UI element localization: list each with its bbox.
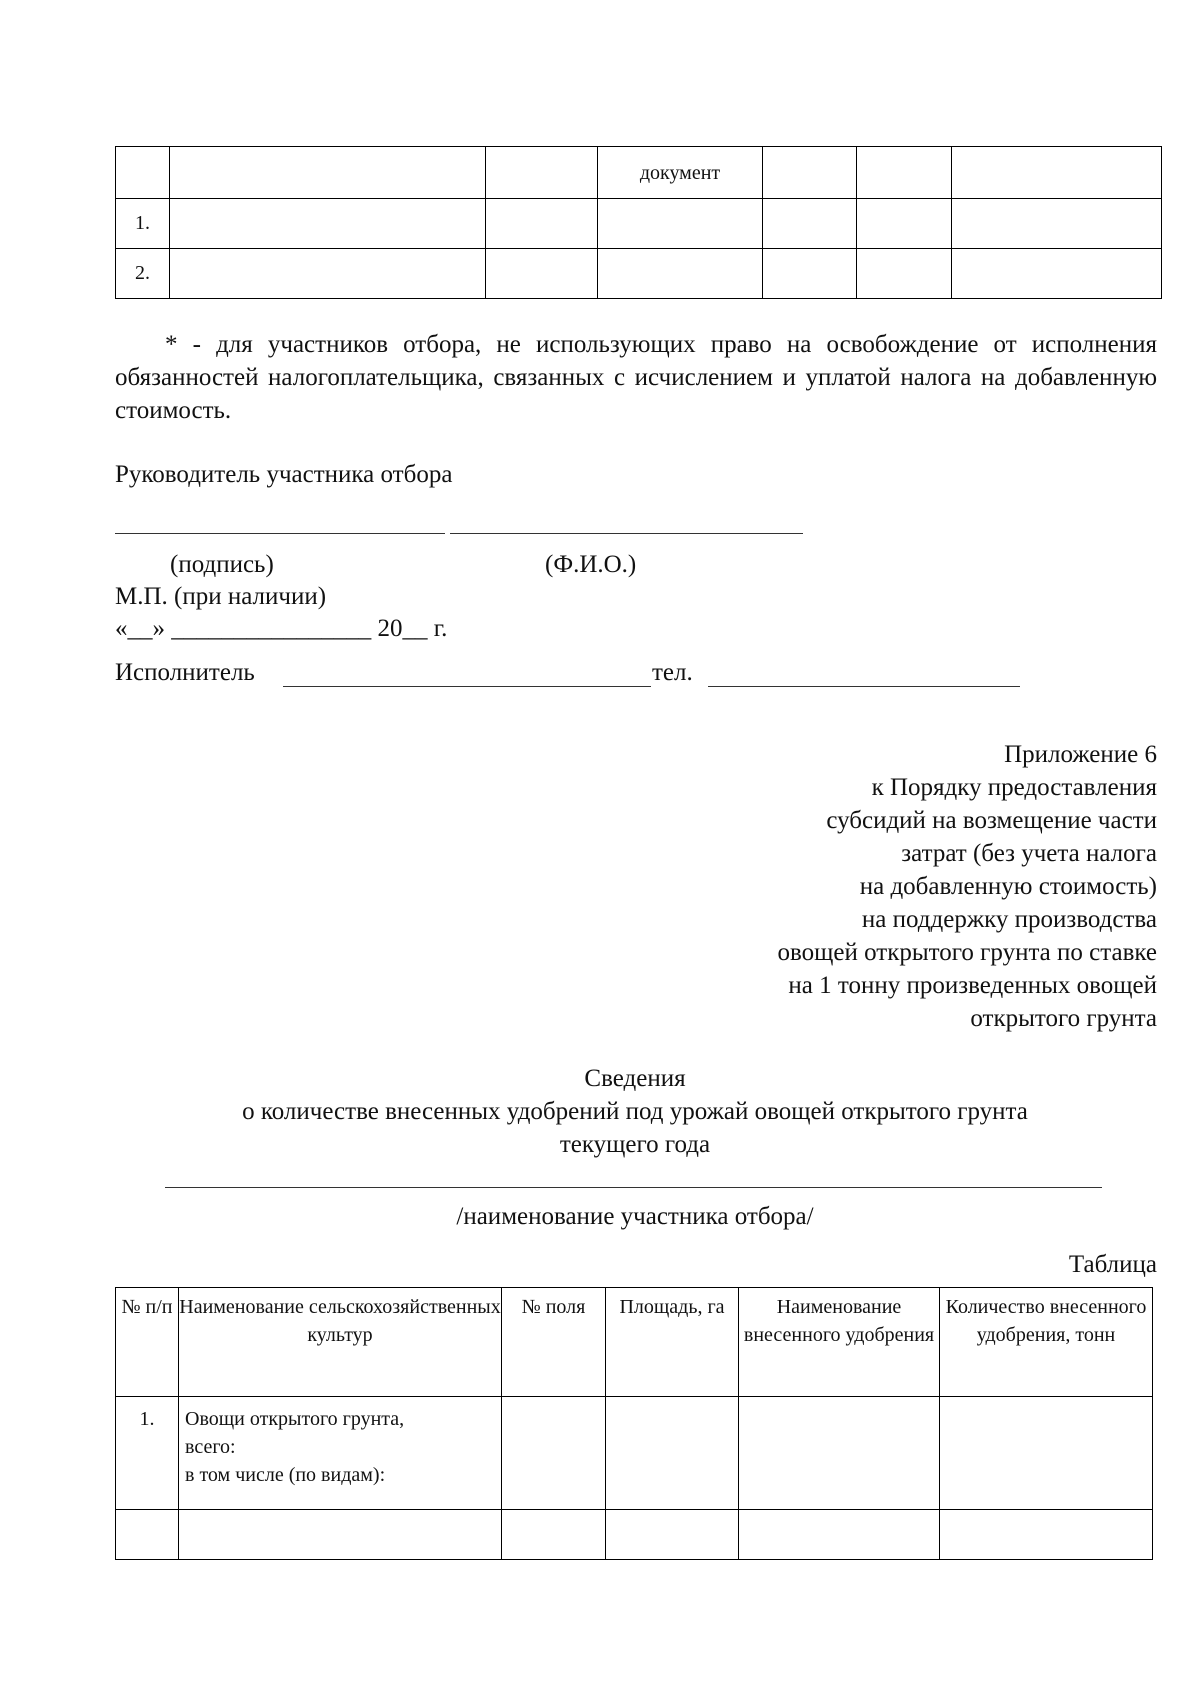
table-row [116, 1397, 1153, 1510]
fio-line [450, 533, 803, 534]
header-cell: № п/п [116, 1288, 179, 1397]
participant-line [165, 1187, 1102, 1188]
row-number: 1. [116, 199, 170, 249]
participant-caption: /наименование участника отбора/ [456, 1203, 814, 1230]
executor-label: Исполнитель [115, 659, 255, 686]
page-title: Сведения о количестве внесенных удобрений под урожай овощей открытого грунта текущего года [242, 1065, 1028, 1158]
header-cell: Наименование внесенного удобрения [739, 1288, 940, 1397]
table-label: Таблица [1068, 1251, 1157, 1278]
fio-label: (Ф.И.О.) [545, 551, 637, 578]
header-cell: Площадь, га [606, 1288, 739, 1397]
row-number: 1. [116, 1397, 179, 1510]
head-label: Руководитель участника отбора [115, 461, 453, 488]
table-header-cell: документ [598, 147, 763, 199]
table-row [116, 1510, 1153, 1560]
fertilizer-table [115, 1287, 1153, 1560]
stamp-label: М.П. (при наличии) [115, 583, 327, 610]
annex-header: Приложение 6 к Порядку предоставления субсидий на возмещение части затрат (без учета налога на добавленную стоимость) на поддержку производства овощей открытого грунта по ставке на 1 тонну произведенных овощей открытого грунта [777, 741, 1157, 1032]
header-cell: № поля [502, 1288, 606, 1397]
sign-label: (подпись) [170, 551, 274, 578]
table-header-row [116, 1288, 1153, 1397]
crop-name-cell: Овощи открытого грунта, всего: в том числе (по видам): [179, 1397, 502, 1510]
executor-line [283, 686, 651, 687]
phone-label: тел. [652, 659, 693, 686]
table-row [116, 199, 1162, 249]
table-row [116, 147, 1162, 199]
footnote-text: * - для участников отбора, не использующих право на освобождение от исполнения обязанностей налогоплательщика, связанных с исчислением и уплатой налога на добавленную стоимость. [115, 331, 1157, 424]
header-cell: Наименование сельскохозяйственных культур [179, 1288, 502, 1397]
phone-line [708, 686, 1020, 687]
table-row [116, 249, 1162, 299]
row-number: 2. [116, 249, 170, 299]
signature-line [115, 533, 445, 534]
continuation-table [115, 146, 1162, 299]
date-line: «__» ________________ 20__ г. [115, 615, 448, 642]
header-cell: Количество внесенного удобрения, тонн [940, 1288, 1153, 1397]
footnote [115, 328, 1157, 427]
